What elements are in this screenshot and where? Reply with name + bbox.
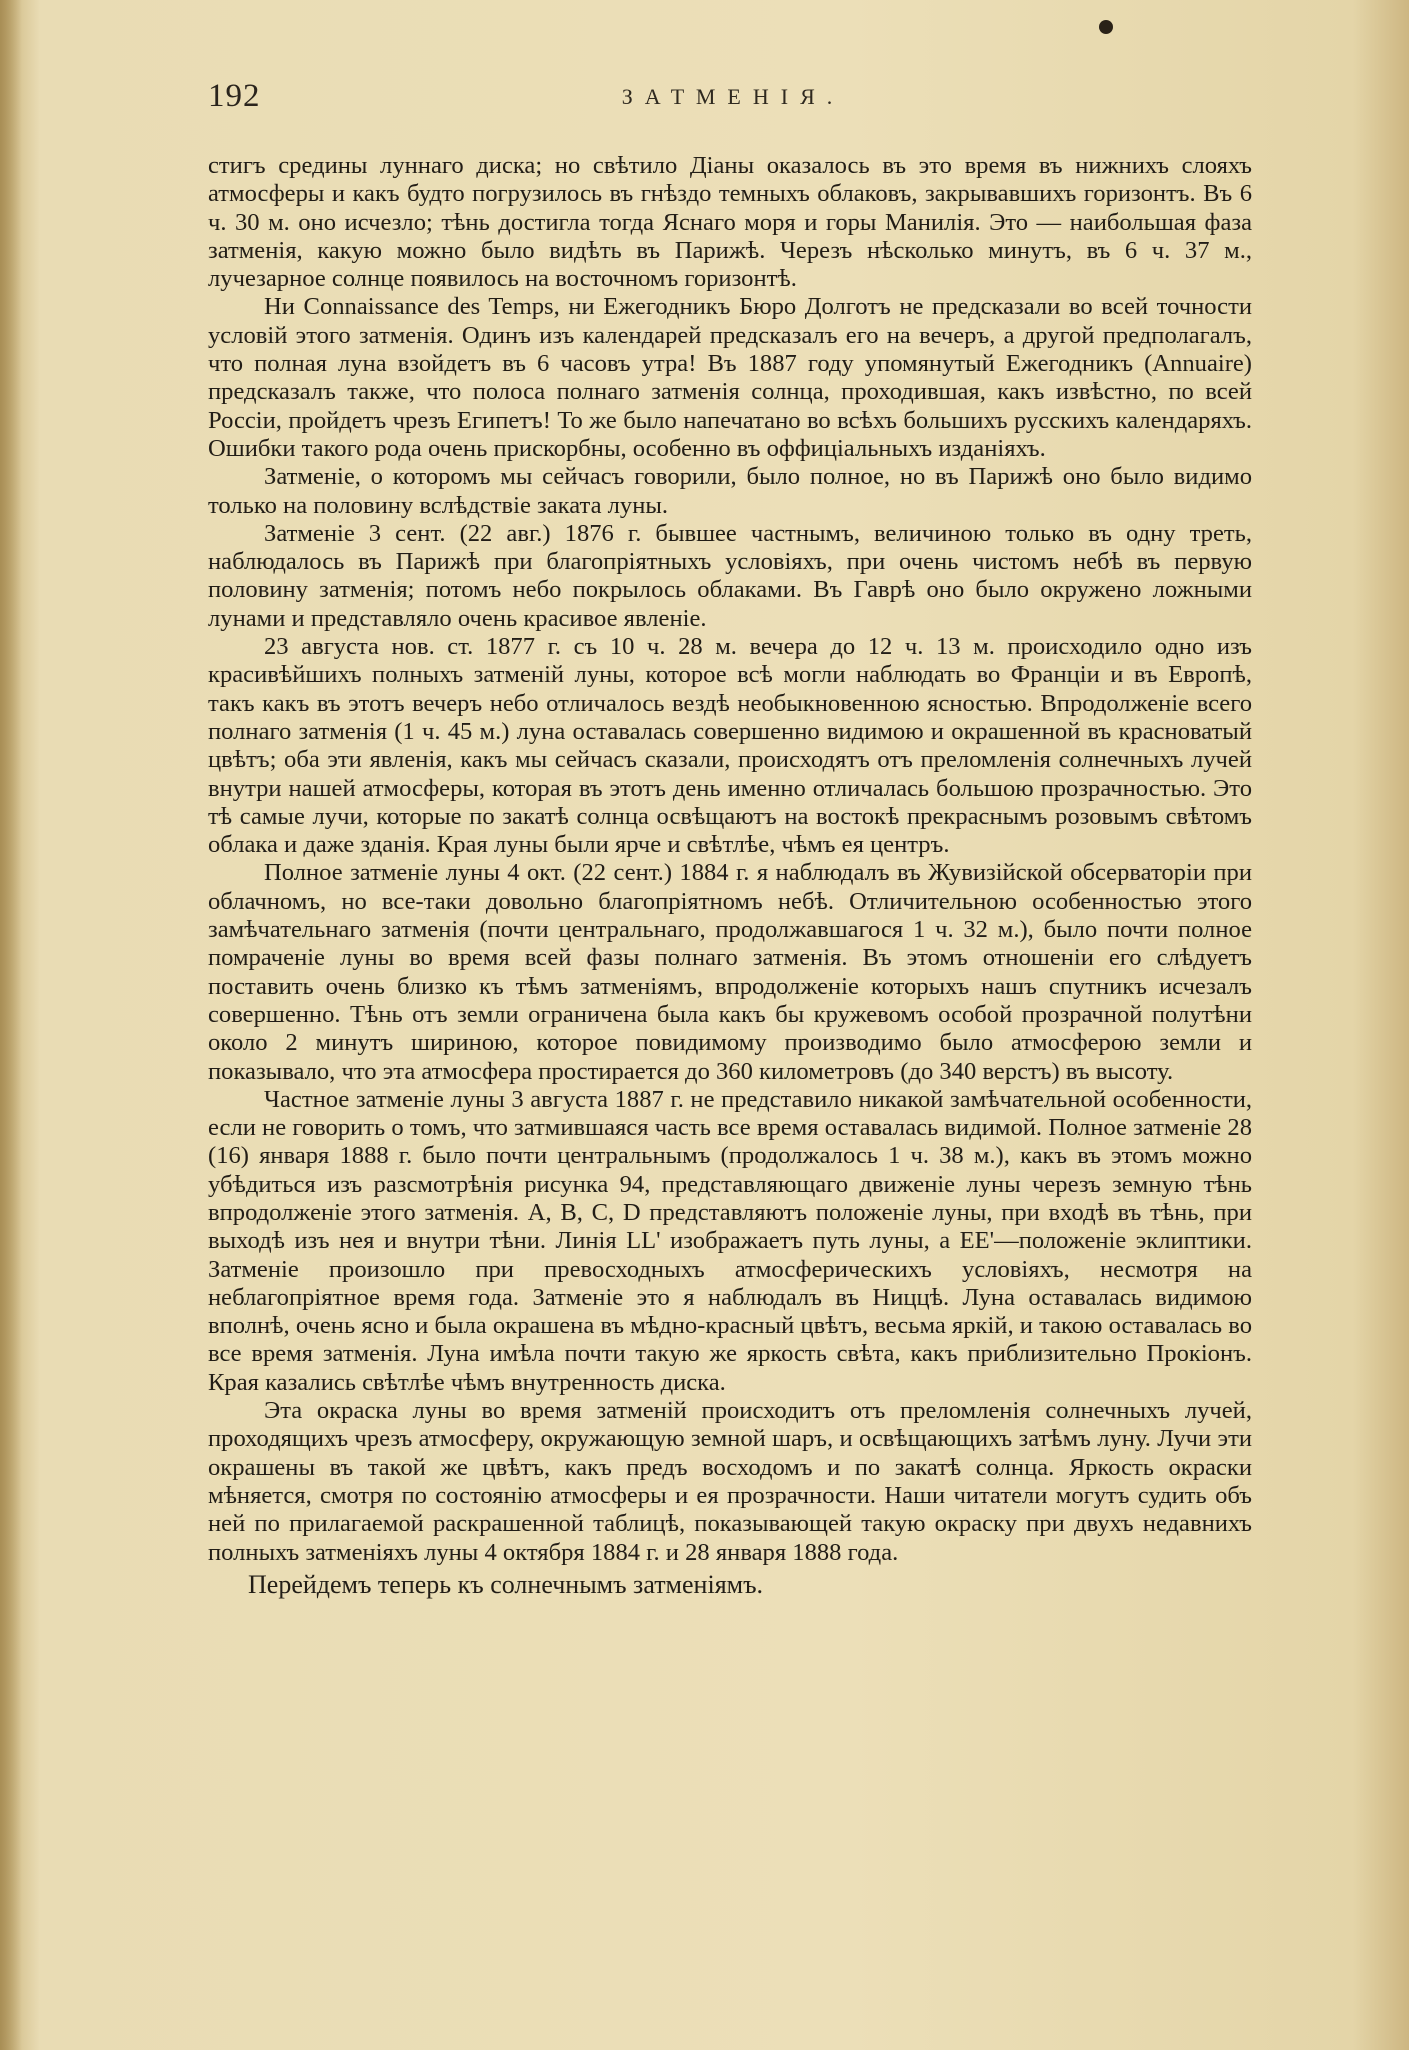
paragraph: Частное затменiе луны 3 августа 1887 г. не представило никакой замѣчательной особенности, если не говорить о томъ, что затмившаяся часть все время оставалась видимой. Полное затменiе 28 (16) января 1888 г. было почти центральнымъ (продолжалось 1 ч. 38 м.), какъ въ этомъ можно убѣдиться изъ разсмотрѣнiя рисунка 94, представляющаго движенiе луны черезъ земную тѣнь впродолженiе этого затменiя. A, B, C, D представляютъ положенiе луны, при входѣ въ тѣнь, при выходѣ изъ нея и внутри тѣни. Линiя LL' изображаетъ путь луны, а EE'—положенiе эклиптики. Затменiе произошло при превосходныхъ атмосферическихъ условiяхъ, несмотря на неблагопрiятное время года. Затменiе это я наблюдалъ въ Ниццѣ. Луна оставалась видимою вполнѣ, очень ясно и была окрашена въ мѣдно-красный цвѣтъ, весьма яркiй, и такою оставалась во все время затменiя. Луна имѣла почти такую же яркость свѣта, какъ приблизительно Прокiонъ. Края казались свѣтлѣе чѣмъ внутренность диска.: [208, 1085, 1252, 1396]
paragraph: Эта окраска луны во время затменiй происходитъ отъ преломленiя солнечныхъ лучей, проходящихъ чрезъ атмосферу, окружающую земной шаръ, и освѣщающихъ затѣмъ луну. Лучи эти окрашены въ такой же цвѣтъ, какъ предъ восходомъ и по закатѣ солнца. Яркость окраски мѣняется, смотря по состоянiю атмосферы и ея прозрачности. Наши читатели могутъ судить объ ней по прилагаемой раскрашенной таблицѣ, показывающей такую окраску при двухъ недавнихъ полныхъ затменiяхъ луны 4 октября 1884 г. и 28 января 1888 года.: [208, 1397, 1252, 1566]
paragraph: 23 августа нов. ст. 1877 г. съ 10 ч. 28 м. вечера до 12 ч. 13 м. происходило одно изъ красивѣйшихъ полныхъ затменiй луны, которое всѣ могли наблюдать во Францiи и въ Европѣ, такъ какъ въ этотъ вечеръ небо отличалось вездѣ необыкновенною ясностью. Впродолженiе всего полнаго затменiя (1 ч. 45 м.) луна оставалась совершенно видимою и окрашенной въ красноватый цвѣтъ; оба эти явленiя, какъ мы сейчасъ сказали, происходятъ отъ преломленiя солнечныхъ лучей внутри нашей атмосферы, которая въ этотъ день именно отличалась большою прозрачностью. Это тѣ самые лучи, которые по закатѣ солнца освѣщаютъ на востокѣ прекраснымъ розовымъ свѣтомъ облака и даже зданiя. Края луны были ярче и свѣтлѣе, чѣмъ ея центръ.: [208, 633, 1252, 859]
closing-line: Перейдемъ теперь къ солнечнымъ затменiямъ.: [248, 1569, 764, 1599]
body-text: [208, 152, 1252, 1599]
page-header: [208, 78, 1258, 118]
paragraph: Затменiе, о которомъ мы сейчасъ говорили, было полное, но въ Парижѣ оно было видимо только на половину вслѣдствiе заката луны.: [208, 463, 1252, 519]
running-title: ЗАТМЕНIЯ.: [621, 84, 845, 109]
paragraph: стигъ средины луннаго диска; но свѣтило Дiаны оказалось въ это время въ нижнихъ слояхъ атмосферы и какъ будто погрузилось въ гнѣздо темныхъ облаковъ, закрывавшихъ горизонтъ. Въ 6 ч. 30 м. оно исчезло; тѣнь достигла тогда Яснаго моря и горы Манилiя. Это — наибольшая фаза затменiя, какую можно было видѣть въ Парижѣ. Черезъ нѣсколько минутъ, въ 6 ч. 37 м., лучезарное солнце появилось на восточномъ горизонтѣ.: [208, 152, 1252, 293]
ink-spot: [1099, 20, 1113, 34]
paragraph: Ни Connaissance des Temps, ни Ежегодникъ Бюро Долготъ не предсказали во всей точности условiй этого затменiя. Одинъ изъ календарей предсказалъ его на вечеръ, а другой предполагалъ, что полная луна взойдетъ въ 6 часовъ утра! Въ 1887 году упомянутый Ежегодникъ (Annuaire) предсказалъ также, что полоса полнаго затменiя солнца, проходившая, какъ извѣстно, по всей Россiи, пройдетъ чрезъ Египетъ! То же было напечатано во всѣхъ большихъ русскихъ календаряхъ. Ошибки такого рода очень прискорбны, особенно въ оффицiальныхъ изданiяхъ.: [208, 293, 1252, 462]
paragraph: Полное затменiе луны 4 окт. (22 сент.) 1884 г. я наблюдалъ въ Жувизiйской обсерваторiи при облачномъ, но все-таки довольно благопрiятномъ небѣ. Отличительною особенностью этого замѣчательнаго затменiя (почти центральнаго, продолжавшагося 1 ч. 32 м.), было почти полное помраченiе луны во время всей фазы полнаго затменiя. Въ этомъ отношенiи его слѣдуетъ поставить очень близко къ тѣмъ затменiямъ, впродолженiе которыхъ нашъ спутникъ исчезалъ совершенно. Тѣнь отъ земли ограничена была какъ бы кружевомъ особой прозрачной полутѣни около 2 минутъ шириною, которое повидимому производимо было атмосферою земли и показывало, что эта атмосфера простирается до 360 километровъ (до 340 верстъ) въ высоту.: [208, 859, 1252, 1085]
paragraph: Затменiе 3 сент. (22 авг.) 1876 г. бывшее частнымъ, величиною только въ одну треть, наблюдалось въ Парижѣ при благопрiятныхъ условiяхъ, при очень чистомъ небѣ въ первую половину затменiя; потомъ небо покрылось облаками. Въ Гаврѣ оно было окружено ложными лунами и представляло очень красивое явленiе.: [208, 519, 1252, 632]
page-edge-shadow: [0, 0, 22, 2050]
page-number: 192: [208, 78, 261, 114]
